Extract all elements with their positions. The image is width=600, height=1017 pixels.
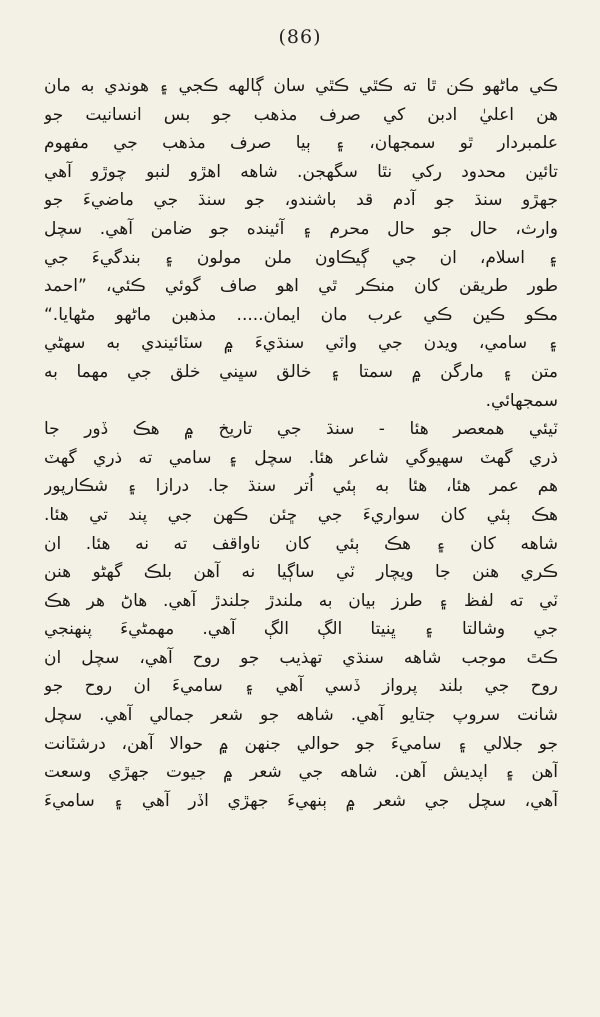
text-line: مڪو ڪين ڪي عرب مان ايمان..... مذهبن ماڻهو مڻهايا.“ [44,304,558,325]
body-text [44,72,558,815]
text-line: ذري گهٽ سهيوگي شاعر هئا. سچل ۽ سامي ته ذري گهٽ [44,447,558,468]
text-line: هن اعليٰ ادبن کي صرف مذهب جو بس انسانيت جو [44,104,558,125]
text-line: ۽ سامي، ويدن جي واٽي سنڌيءَ ۾ سٽائيندي به سهڻي [44,333,558,354]
text-line: تائين محدود رکي نٿا سگهجن. شاهه اهڙو لنبو چوڙو آهي [44,161,558,182]
text-line: آهن ۽ اپديش آهن. شاهه جي شعر ۾ جيوت جهڙي وسعت [44,762,558,783]
text-line: جي وشالتا ۽ ڀنيتا الڳ الڳ آهي. مهمڻيءَ پنهنجي [44,619,558,640]
text-line: سمجهائي. [485,390,558,411]
text-line: ڪي ماڻهو ڪن ٿا ته ڪٿي ڪٿي سان ڳالهه ڪجي ۽ هوندي به مان [44,76,558,96]
text-line: ڪري هنن جا ويچار ٽي ساڳيا نه آهن بلڪ گهڻو هنن [44,562,558,583]
text-line: آهي، سچل جي شعر ۾ ٻنهيءَ جهڙي اڏر آهي ۽ ساميءَ [44,790,558,811]
page-number: (86) [278,26,322,48]
text-line: هم عمر هئا، هئا به ٻئي اُتر سنڌ جا. درازا ۽ شڪارپور [44,476,558,497]
paragraph [44,72,558,415]
text-line: متن ۽ مارگن ۾ سمتا ۽ خالق سڀني خلق جي مهما به [44,361,558,382]
text-line: ٽي ته لفظ ۽ طرز بيان به ملندڙ جلندڙ آهي. هاڻ هر هڪ [44,590,558,611]
text-line: ۽ اسلام، ان جي ڳيڪاون ملن مولون ۽ بندگيءَ جي [44,247,558,268]
text-line: روح جي بلند پرواز ڏسي آهي ۽ ساميءَ ان روح جو [44,676,558,697]
text-line: علمبردار ٿو سمجهان، ۽ ٻيا صرف مذهب جي مفهوم [44,133,558,154]
text-line: ڪٿ موجب شاهه سنڌي تهذيب جو روح آهي، سچل ان [44,647,558,668]
text-line: شانت سروپ جتايو آهي. شاهه جو شعر جمالي آهي. سچل [44,705,558,726]
text-line: طور طريقن کان منڪر ٿي اهو صاف گوئي ڪئي، ”احمد [44,276,558,297]
text-line: وارث، حال جو حال محرم ۽ آئينده جو ضامن آهي. سچل [44,218,558,239]
paragraph [44,415,558,815]
text-line: شاهه کان ۽ هڪ ٻئي کان ناواقف ته نه هئا. ان [44,533,558,554]
text-line: جهڙو سنڌ جو آدم قد باشندو، جو سنڌ جي ماضيءَ جو [44,190,558,211]
text-line: هڪ ٻئي کان سواريءَ جي ڇئن ڪهن جي پند تي هئا. [44,504,558,525]
text-line: جو جلالي ۽ ساميءَ جو حوالي جنهن ۾ حوالا آهن، درشٽانت [44,733,558,754]
text-line: ٽيئي همعصر هئا - سنڌ جي تاريخ ۾ هڪ ڏور جا [44,419,558,440]
